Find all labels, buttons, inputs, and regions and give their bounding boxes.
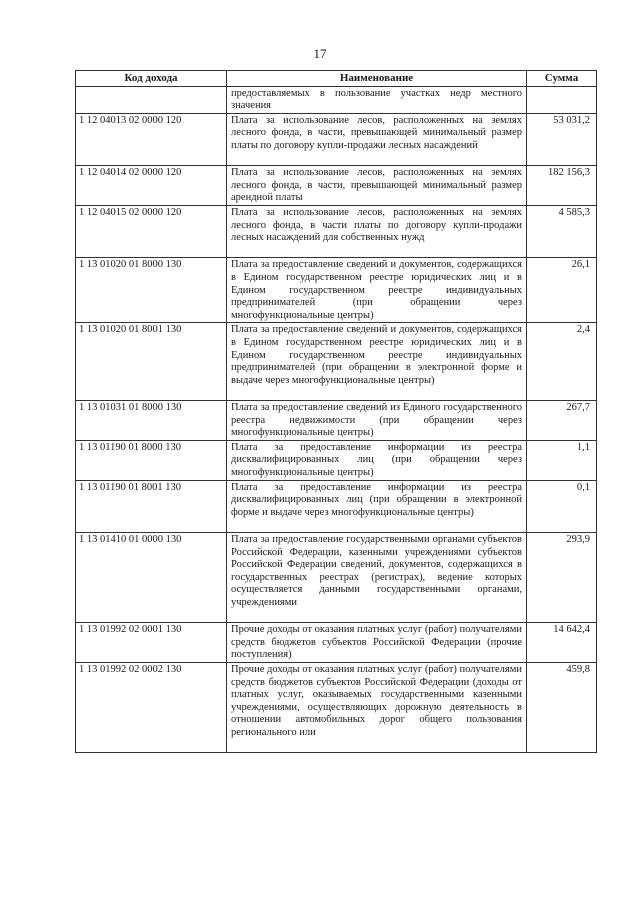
row-amount: 14 642,4 [527,623,597,663]
revenue-table [75,70,597,753]
row-amount: 4 585,3 [527,205,597,257]
row-name: Плата за предоставление государственными органами субъектов Российской Федерации, казенными учреждениями субъектов Российской Федерации сведений, документов, содержащихся в государственных реестрах (регистрах), ведение которых осуществляется данными государственными органами, учреждениями [227,532,527,622]
row-name: Плата за использование лесов, расположенных на землях лесного фонда, в части, превышающей минимальный размер платы по договору купли-продажи лесных насаждений [227,113,527,165]
table-row [76,623,597,663]
row-amount: 1,1 [527,440,597,480]
table-row [76,532,597,622]
row-name: Плата за использование лесов, расположенных на землях лесного фонда, в части, превышающей минимальный размер арендной платы [227,166,527,206]
header-code: Код дохода [76,71,227,87]
row-amount: 53 031,2 [527,113,597,165]
table-row [76,400,597,440]
row-amount: 0,1 [527,480,597,532]
table-row [76,205,597,257]
table-row [76,662,597,752]
row-name: Плата за использование лесов, расположенных на землях лесного фонда, в части платы по договору купли-продажи лесных насаждений для собственных нужд [227,205,527,257]
row-name: Плата за предоставление сведений и документов, содержащихся в Едином государственном реестре юридических лиц и в Едином государственном реестре индивидуальных предпринимателей (при обращении в электронной форме и выдаче через многофункциональные центры) [227,323,527,401]
table-row [76,113,597,165]
row-code: 1 13 01020 01 8000 130 [76,258,227,323]
row-name: Плата за предоставление сведений и документов, содержащихся в Едином государственном реестре юридических лиц и в Едином государственном реестре индивидуальных предпринимателей (при обращении через многофункциональные центры) [227,258,527,323]
table-row [76,440,597,480]
row-amount: 267,7 [527,400,597,440]
row-name: Плата за предоставление информации из реестра дисквалифицированных лиц (при обращении в электронной форме и выдаче через многофункциональные центры) [227,480,527,532]
table-row [76,323,597,401]
row-amount: 182 156,3 [527,166,597,206]
header-amount: Сумма [527,71,597,87]
header-name: Наименование [227,71,527,87]
row-name: Плата за предоставление информации из реестра дисквалифицированных лиц (при обращении через многофункциональные центры) [227,440,527,480]
table-row [76,166,597,206]
row-code: 1 12 04013 02 0000 120 [76,113,227,165]
row-code: 1 13 01190 01 8000 130 [76,440,227,480]
table-row [76,258,597,323]
row-code: 1 13 01992 02 0001 130 [76,623,227,663]
page-number: 17 [313,46,327,61]
table-row [76,86,597,113]
row-code: 1 13 01020 01 8001 130 [76,323,227,401]
row-code: 1 13 01190 01 8001 130 [76,480,227,532]
row-name: Прочие доходы от оказания платных услуг (работ) получателями средств бюджетов субъектов Российской Федерации (прочие поступления) [227,623,527,663]
row-code: 1 13 01031 01 8000 130 [76,400,227,440]
row-name: предоставляемых в пользование участках недр местного значения [227,86,527,113]
row-code: 1 13 01410 01 0000 130 [76,532,227,622]
table-row [76,480,597,532]
row-name: Плата за предоставление сведений из Единого государственного реестра недвижимости (при обращении через многофункциональные центры) [227,400,527,440]
row-code [76,86,227,113]
table-header-row [76,71,597,87]
row-amount: 293,9 [527,532,597,622]
row-name: Прочие доходы от оказания платных услуг (работ) получателями средств бюджетов субъектов Российской Федерации (доходы от платных услуг, оказываемых государственными казенными учреждениями, осуществляющих дорожную деятельность в отношении автомобильных дорог общего пользования регионального или [227,662,527,752]
row-amount: 459,8 [527,662,597,752]
row-amount [527,86,597,113]
row-amount: 26,1 [527,258,597,323]
row-code: 1 12 04014 02 0000 120 [76,166,227,206]
row-code: 1 13 01992 02 0002 130 [76,662,227,752]
row-amount: 2,4 [527,323,597,401]
row-code: 1 12 04015 02 0000 120 [76,205,227,257]
